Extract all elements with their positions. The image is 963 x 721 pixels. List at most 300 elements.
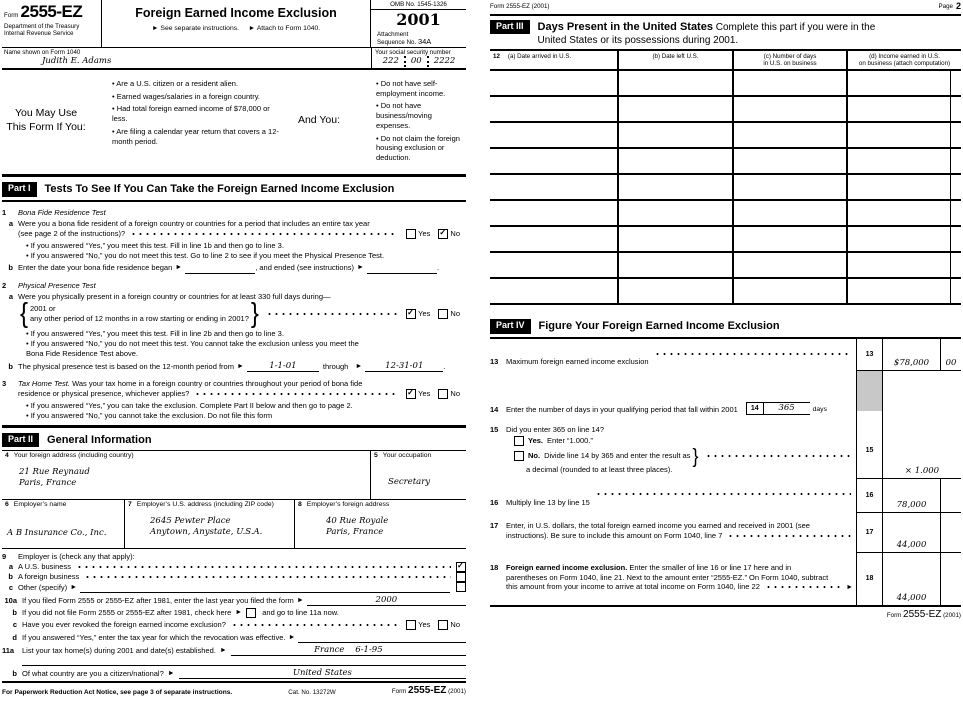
employer-foreign-address-field[interactable] bbox=[294, 500, 466, 548]
form-year: (2001) bbox=[943, 611, 961, 619]
foreign-address-label: Your foreign address (including country) bbox=[13, 452, 134, 460]
cell-date-left[interactable] bbox=[617, 149, 732, 173]
line3-text-1: Was your tax home in a foreign country or countries throughout your period of bona fide bbox=[72, 379, 363, 389]
line1a-yes-checkbox[interactable] bbox=[406, 229, 416, 239]
dot-leader bbox=[194, 393, 397, 395]
tax-home-country: France bbox=[314, 644, 345, 655]
line2b-mid: through bbox=[322, 361, 349, 371]
agency-line-2: Internal Revenue Service bbox=[4, 30, 74, 38]
part4-heading bbox=[490, 319, 961, 334]
line15-no-text-2: a decimal (rounded to at least three places). bbox=[526, 464, 673, 474]
table-row bbox=[490, 253, 961, 279]
part2-badge: Part II bbox=[2, 433, 39, 448]
line17-text-2: instructions). Be sure to include this amount on Form 1040, line 7 bbox=[506, 530, 723, 540]
col-c-label-1: (c) Number of days bbox=[763, 52, 817, 60]
part4-grid bbox=[490, 339, 961, 605]
dot-leader bbox=[84, 576, 451, 578]
line1b-end: . bbox=[436, 263, 440, 273]
line15-yes-checkbox[interactable] bbox=[514, 436, 524, 446]
line-number: 18 bbox=[490, 562, 499, 572]
divider bbox=[2, 425, 466, 428]
column-header-d bbox=[846, 51, 961, 69]
cell-income-us[interactable] bbox=[846, 227, 961, 251]
eligibility-bullet: • Earned wages/salaries in a foreign country. bbox=[88, 92, 286, 102]
line-number: 12 bbox=[493, 52, 500, 60]
line3-text-2: residence or physical presence, whichever applies? bbox=[18, 389, 190, 399]
cell-days-business[interactable] bbox=[732, 175, 846, 199]
form-id-footer bbox=[392, 685, 466, 697]
employer-us-address-value-2: Anytown, Anystate, U.S.A. bbox=[150, 527, 263, 538]
cell-income-us[interactable] bbox=[846, 253, 961, 277]
occupation-value: Secretary bbox=[388, 477, 431, 488]
line17-text-1: Enter, in U.S. dollars, the total foreign earned income you earned and received in 2001 (see bbox=[506, 520, 810, 530]
col-a-label: (a) Date arrived in U.S. bbox=[507, 52, 572, 60]
no-label: No bbox=[450, 229, 460, 239]
line-number: b bbox=[8, 263, 13, 273]
cell-days-business[interactable] bbox=[732, 71, 846, 95]
line-16 bbox=[490, 479, 961, 513]
period-from-blank[interactable] bbox=[247, 361, 319, 372]
form-title: Foreign Earned Income Exclusion bbox=[135, 6, 337, 20]
line15-no-text-1: Divide line 14 by 365 and enter the result as bbox=[544, 450, 691, 460]
line-number: 3 bbox=[2, 379, 7, 389]
line-15 bbox=[490, 423, 961, 479]
table-row bbox=[490, 97, 961, 123]
eligibility-section bbox=[2, 70, 466, 177]
line14-empty-cell bbox=[882, 371, 961, 423]
period-from-value: 1-1-01 bbox=[269, 361, 297, 372]
no-label: No bbox=[450, 620, 460, 630]
line15-no-label: No. bbox=[528, 450, 541, 460]
line14-entry-box[interactable] bbox=[746, 402, 810, 415]
residence-began-blank[interactable] bbox=[185, 263, 255, 274]
page2-footer bbox=[490, 607, 961, 621]
ssn-part-2: 00 bbox=[404, 56, 427, 67]
line-number: 9 bbox=[2, 552, 7, 562]
foreign-address-value-1: 21 Rue Reynaud bbox=[19, 467, 90, 478]
line14-text: Enter the number of days in your qualifying period that fall within 2001 bbox=[506, 405, 738, 415]
cell-number: 6 bbox=[5, 501, 9, 509]
eligibility-bullet: • Do not claim the foreign housing exclusion or deduction. bbox=[352, 134, 464, 163]
last-year-filed-blank[interactable] bbox=[307, 595, 466, 606]
line11a-text: List your tax home(s) during 2001 and date(s) established. bbox=[22, 645, 216, 655]
line-10-11 bbox=[2, 595, 466, 679]
tax-home-blank[interactable] bbox=[231, 645, 466, 656]
line1-bullet-2: • If you answered “No,” you do not meet this test. Go to line 2 to see if you meet the Physical Presence Test. bbox=[2, 251, 466, 261]
line10b-post: and go to line 11a now. bbox=[262, 608, 339, 618]
line-number: 14 bbox=[490, 405, 499, 415]
cell-income-us[interactable] bbox=[846, 149, 961, 173]
ssn-label: Your social security number bbox=[375, 48, 451, 56]
arrow-icon: ► bbox=[288, 633, 296, 641]
line15-question: Did you enter 365 on line 14? bbox=[506, 424, 604, 434]
table-row bbox=[490, 227, 961, 253]
cell-number: 4 bbox=[5, 452, 9, 460]
tax-home-blank-2[interactable] bbox=[22, 657, 466, 666]
cell-date-arrived[interactable] bbox=[490, 175, 617, 199]
cell-date-left[interactable] bbox=[617, 175, 732, 199]
cell-date-arrived[interactable] bbox=[490, 123, 617, 147]
table-row bbox=[490, 71, 961, 97]
line-number: 15 bbox=[490, 424, 499, 434]
cell-date-arrived[interactable] bbox=[490, 253, 617, 277]
line3-title: Tax Home Test. bbox=[18, 379, 70, 389]
no-label: No bbox=[450, 309, 460, 319]
ssn-part-1: 222 bbox=[382, 55, 399, 66]
line13-cents-value: 00 bbox=[945, 357, 957, 368]
line2-bullet-2a: • If you answered “No,” you do not meet this test. You cannot take the exclusion unless you meet the bbox=[2, 339, 466, 349]
page2-form-id: Form 2555-EZ (2001) bbox=[490, 3, 550, 11]
line11b-text: Of what country are you a citizen/national? bbox=[22, 668, 164, 678]
col-d-label-1: (d) Income earned in U.S. bbox=[869, 52, 940, 60]
form-number-block bbox=[2, 0, 102, 47]
arrow-icon: ► bbox=[175, 264, 183, 272]
line-number: 17 bbox=[490, 520, 499, 530]
form-title-block bbox=[102, 0, 371, 47]
line1a-text-2: (see page 2 of the instructions)? bbox=[18, 229, 126, 239]
cell-days-business[interactable] bbox=[732, 149, 846, 173]
name-label: Name shown on Form 1040 bbox=[4, 48, 81, 56]
line1a-no-checkbox[interactable] bbox=[438, 229, 448, 239]
table-row bbox=[490, 149, 961, 175]
part3-title: Days Present in the United States bbox=[537, 20, 713, 33]
line-number: a bbox=[8, 292, 13, 302]
line10c-no-checkbox[interactable] bbox=[438, 620, 448, 630]
line-number: 16 bbox=[490, 498, 499, 508]
divider bbox=[490, 14, 961, 16]
form-year: (2001) bbox=[448, 687, 466, 695]
line-number: d bbox=[12, 632, 17, 642]
foreign-address-value-2: Paris, France bbox=[19, 478, 77, 489]
yes-label: Yes bbox=[418, 309, 431, 319]
cell-date-left[interactable] bbox=[617, 227, 732, 251]
foreign-address-field[interactable] bbox=[2, 451, 370, 499]
dot-leader bbox=[266, 313, 397, 315]
line-number: b bbox=[12, 668, 17, 678]
line16-text: Multiply line 13 by line 15 bbox=[506, 498, 590, 508]
arrow-icon: ► bbox=[235, 609, 243, 617]
col-c-label-2: in U.S. on business bbox=[763, 60, 817, 68]
cell-days-business[interactable] bbox=[732, 201, 846, 225]
name-field[interactable] bbox=[2, 48, 371, 68]
yes-label: Yes bbox=[418, 229, 431, 239]
cell-income-us[interactable] bbox=[846, 123, 961, 147]
dot-leader bbox=[130, 233, 397, 235]
cell-number: 5 bbox=[374, 452, 378, 460]
line9-label: Employer is (check any that apply): bbox=[18, 552, 135, 562]
line18-cents[interactable] bbox=[940, 553, 961, 605]
line-1 bbox=[2, 208, 466, 274]
line2-bullet-2b: Bona Fide Residence Test above. bbox=[26, 348, 139, 358]
cell-income-us[interactable] bbox=[846, 175, 961, 199]
line13-box-number: 13 bbox=[856, 339, 882, 371]
line-17 bbox=[490, 513, 961, 553]
line1b-mid: , and ended (see instructions) bbox=[255, 263, 355, 273]
employer-foreign-address-value-1: 40 Rue Royale bbox=[326, 516, 389, 527]
line15-amount-value: × 1.000 bbox=[904, 465, 940, 476]
eligibility-bullet: • Are a U.S. citizen or a resident alien. bbox=[88, 79, 286, 89]
line3-bullet-1: • If you answered “Yes,” you can take the exclusion. Complete Part II below and then go to page 2. bbox=[2, 401, 466, 411]
eligibility-bullet: • Do not have self-employment income. bbox=[352, 79, 464, 99]
no-label: No bbox=[450, 389, 460, 399]
line-number: 1 bbox=[2, 207, 7, 217]
line13-cents[interactable] bbox=[940, 339, 961, 371]
cell-date-arrived[interactable] bbox=[490, 227, 617, 251]
dot-leader bbox=[765, 586, 841, 588]
arrow-icon: ► bbox=[357, 264, 364, 272]
omb-number: OMB No. 1545-1326 bbox=[371, 0, 466, 10]
yes-label: Yes bbox=[418, 620, 431, 630]
column-header-b bbox=[617, 51, 732, 69]
line9a-label: A U.S. business bbox=[18, 562, 71, 572]
eligibility-bullet: • Are filing a calendar year return that covers a 12-month period. bbox=[88, 127, 286, 147]
residence-ended-blank[interactable] bbox=[367, 263, 440, 274]
shaded-area bbox=[857, 371, 882, 411]
line14-days-value: 365 bbox=[778, 402, 795, 413]
table-header-row bbox=[490, 51, 961, 71]
eligibility-left-bullets bbox=[88, 76, 286, 166]
line-3 bbox=[2, 379, 466, 420]
col-d-label-2: on business (attach computation) bbox=[858, 60, 951, 68]
cell-date-left[interactable] bbox=[617, 97, 732, 121]
employer-foreign-address-value-2: Paris, France bbox=[326, 527, 384, 538]
ssn-field[interactable] bbox=[371, 48, 466, 68]
cell-date-left[interactable] bbox=[617, 71, 732, 95]
line9a-checkbox[interactable] bbox=[456, 562, 466, 572]
line-number: 10a bbox=[4, 595, 17, 605]
cell-date-arrived[interactable] bbox=[490, 279, 617, 303]
occupation-label: Your occupation bbox=[382, 452, 432, 460]
line14-shade-cell bbox=[856, 371, 882, 423]
line2-title: Physical Presence Test bbox=[18, 280, 96, 290]
employer-name-value: A B Insurance Co., Inc. bbox=[7, 528, 107, 539]
cell-days-business[interactable] bbox=[732, 123, 846, 147]
cell-number: 8 bbox=[298, 501, 302, 509]
line-number: c bbox=[12, 620, 17, 630]
cell-number: 7 bbox=[128, 501, 132, 509]
line15-yes-label: Yes. bbox=[528, 435, 544, 445]
line-14 bbox=[490, 371, 961, 423]
line2a-no-checkbox[interactable] bbox=[438, 309, 448, 319]
employer-us-address-label: Employer’s U.S. address (including ZIP code) bbox=[136, 501, 274, 509]
employer-foreign-address-label: Employer’s foreign address bbox=[306, 501, 390, 509]
line14-unit: days bbox=[812, 406, 827, 414]
form-word: Form bbox=[391, 687, 407, 695]
sequence-number: 34A bbox=[417, 37, 432, 47]
line-13 bbox=[490, 339, 961, 371]
cell-days-business[interactable] bbox=[732, 97, 846, 121]
part2-row-b bbox=[2, 499, 466, 548]
cell-date-left[interactable] bbox=[617, 279, 732, 303]
column-header-a bbox=[490, 51, 617, 69]
line3-no-checkbox[interactable] bbox=[438, 389, 448, 399]
page1-header bbox=[2, 0, 466, 48]
employer-name-label: Employer’s name bbox=[13, 501, 67, 509]
line3-bullet-2: • If you answered “No,” you cannot take the exclusion. Do not file this form bbox=[2, 411, 466, 421]
line13-text: Maximum foreign earned income exclusion bbox=[506, 357, 649, 367]
part4-title: Figure Your Foreign Earned Income Exclusion bbox=[538, 320, 780, 333]
line10d-text: If you answered “Yes,” enter the tax year for which the revocation was effective. bbox=[22, 632, 286, 642]
arrow-icon: ► bbox=[219, 646, 227, 654]
form-number: 2555-EZ bbox=[408, 684, 447, 696]
part3-subtitle-2: United States or its possessions during 2001. bbox=[537, 34, 739, 46]
line3-yes-checkbox[interactable] bbox=[406, 389, 416, 399]
employer-us-address-value-1: 2645 Pewter Place bbox=[150, 516, 231, 527]
line-2 bbox=[2, 281, 466, 373]
line18-box-number: 18 bbox=[856, 553, 882, 605]
line-number: 2 bbox=[2, 280, 7, 290]
line1-title: Bona Fide Residence Test bbox=[18, 207, 106, 217]
part3-badge: Part III bbox=[490, 20, 530, 35]
name-ssn-bar bbox=[2, 48, 466, 70]
table-row bbox=[490, 279, 961, 303]
line2a-yes-checkbox[interactable] bbox=[406, 309, 416, 319]
paperwork-notice: For Paperwork Reduction Act Notice, see page 3 of separate instructions. bbox=[2, 688, 233, 696]
line16-amount-value: 78,000 bbox=[896, 499, 927, 510]
line10b-checkbox[interactable] bbox=[246, 608, 256, 618]
dot-leader bbox=[654, 353, 851, 355]
form-page-1 bbox=[2, 0, 466, 696]
citizenship-blank[interactable] bbox=[179, 668, 466, 679]
divider bbox=[2, 548, 466, 549]
period-through-blank[interactable] bbox=[365, 361, 446, 372]
form-number: 2555-EZ bbox=[20, 2, 83, 21]
dot-leader bbox=[727, 535, 851, 537]
line10c-text: Have you ever revoked the foreign earned income exclusion? bbox=[22, 620, 226, 630]
cell-income-us[interactable] bbox=[846, 279, 961, 303]
cell-days-business[interactable] bbox=[732, 279, 846, 303]
cell-income-us[interactable] bbox=[846, 97, 961, 121]
dot-leader bbox=[76, 566, 451, 568]
line18-bold-text: Foreign earned income exclusion. bbox=[506, 562, 628, 572]
line13-amount[interactable] bbox=[882, 339, 940, 371]
column-header-c bbox=[732, 51, 846, 69]
attachment-label: Attachment bbox=[377, 30, 409, 38]
line9c-label: Other (specify) bbox=[18, 582, 68, 592]
part2-heading bbox=[2, 433, 466, 448]
line-number: a bbox=[8, 562, 13, 572]
employer-us-address-field[interactable] bbox=[124, 500, 294, 548]
line-number: 13 bbox=[490, 357, 499, 367]
period-through-value: 12-31-01 bbox=[385, 361, 424, 372]
page-number: 2 bbox=[955, 1, 961, 11]
name-value: Judith E. Adams bbox=[42, 55, 112, 66]
arrow-icon: ► bbox=[846, 583, 853, 591]
line2a-option-2: any other period of 12 months in a row starting or ending in 2001? bbox=[30, 314, 249, 324]
employer-name-field[interactable] bbox=[2, 500, 124, 548]
cell-days-business[interactable] bbox=[732, 227, 846, 251]
omb-year-block bbox=[371, 0, 466, 47]
line17-box-number: 17 bbox=[856, 513, 882, 553]
ssn-value bbox=[375, 56, 463, 67]
occupation-field[interactable] bbox=[370, 451, 466, 499]
sequence-label: Sequence No. bbox=[377, 39, 417, 47]
form-page-2 bbox=[490, 0, 961, 620]
part4-badge: Part IV bbox=[490, 319, 531, 334]
cell-date-arrived[interactable] bbox=[490, 71, 617, 95]
line13-amount-value: $78,000 bbox=[893, 357, 930, 368]
part1-badge: Part I bbox=[2, 182, 37, 197]
cell-date-left[interactable] bbox=[617, 201, 732, 225]
line18-text-3: this amount from your income to arrive at total income on Form 1040, line 22 bbox=[506, 582, 760, 592]
agency-line-1: Department of the Treasury bbox=[4, 23, 80, 31]
part1-heading bbox=[2, 182, 466, 197]
brace-open-icon: { bbox=[20, 297, 29, 329]
citizenship-value: United States bbox=[292, 667, 352, 678]
page-word: Page bbox=[938, 3, 953, 11]
and-you-label: And You: bbox=[297, 114, 341, 127]
line2a-option-1: 2001 or bbox=[30, 304, 56, 314]
line1-bullet-1: • If you answered “Yes,” you meet this test. Fill in line 1b and then go to line 3. bbox=[2, 241, 466, 251]
line9c-checkbox[interactable] bbox=[456, 582, 466, 592]
yes-label: Yes bbox=[418, 389, 431, 399]
table-row bbox=[490, 123, 961, 149]
line18-text-2: parentheses on Form 1040, line 21. Next to the amount enter “2555-EZ.” On Form 1040, subtract bbox=[506, 572, 829, 582]
line16-amount[interactable] bbox=[882, 479, 940, 513]
line18-amount-value: 44,000 bbox=[896, 592, 927, 603]
line9b-checkbox[interactable] bbox=[456, 572, 466, 582]
line-9 bbox=[2, 552, 466, 593]
cell-date-left[interactable] bbox=[617, 253, 732, 277]
other-specify-blank[interactable] bbox=[80, 582, 450, 593]
line9b-label: A foreign business bbox=[18, 572, 80, 582]
cell-date-left[interactable] bbox=[617, 123, 732, 147]
ssn-part-3: 2222 bbox=[427, 56, 461, 67]
brace-close-icon: } bbox=[250, 297, 259, 329]
cell-days-business[interactable] bbox=[732, 253, 846, 277]
line18-amount[interactable] bbox=[882, 553, 940, 605]
cell-date-arrived[interactable] bbox=[490, 201, 617, 225]
dot-leader bbox=[231, 624, 397, 626]
table-row bbox=[490, 175, 961, 201]
line16-cents[interactable] bbox=[940, 479, 961, 513]
line15-no-checkbox[interactable] bbox=[514, 451, 524, 461]
arrow-icon: ► bbox=[355, 363, 363, 371]
eligibility-bullet: • Had total foreign earned income of $78,000 or less. bbox=[88, 104, 286, 124]
line-number: b bbox=[8, 361, 13, 371]
line17-cents[interactable] bbox=[940, 513, 961, 553]
eligibility-left-label: You May Use This Form If You: bbox=[6, 107, 86, 133]
form-word: Form bbox=[4, 12, 19, 19]
table-row bbox=[490, 201, 961, 227]
eligibility-bullet: • Do not have business/moving expenses. bbox=[352, 101, 464, 130]
cell-date-arrived[interactable] bbox=[490, 149, 617, 173]
line-number: c bbox=[8, 582, 13, 592]
page1-footer bbox=[2, 683, 466, 697]
line10c-yes-checkbox[interactable] bbox=[406, 620, 416, 630]
cell-income-us[interactable] bbox=[846, 71, 961, 95]
cell-date-arrived[interactable] bbox=[490, 97, 617, 121]
arrow-icon: ► bbox=[236, 363, 244, 371]
dot-leader bbox=[705, 455, 851, 457]
line2a-text: Were you physically present in a foreign country or countries for at least 330 full days during— bbox=[18, 292, 331, 302]
revocation-year-blank[interactable] bbox=[298, 632, 466, 643]
line17-amount[interactable] bbox=[882, 513, 940, 553]
line-number: a bbox=[8, 219, 13, 229]
arrow-icon: ► bbox=[70, 583, 78, 591]
line16-box-number: 16 bbox=[856, 479, 882, 513]
catalog-number: Cat. No. 13272W bbox=[288, 689, 336, 697]
see-instructions-note: ► See separate instructions. bbox=[151, 25, 240, 33]
part3-heading bbox=[490, 20, 961, 47]
line14-box-number: 14 bbox=[747, 403, 764, 414]
col-b-label: (b) Date left U.S. bbox=[652, 52, 699, 60]
line15-amount[interactable] bbox=[882, 423, 961, 479]
cell-income-us[interactable] bbox=[846, 201, 961, 225]
form-number: 2555-EZ bbox=[903, 608, 942, 620]
line15-yes-text: Enter “1.000.” bbox=[547, 435, 593, 445]
arrow-icon: ► bbox=[296, 596, 304, 604]
